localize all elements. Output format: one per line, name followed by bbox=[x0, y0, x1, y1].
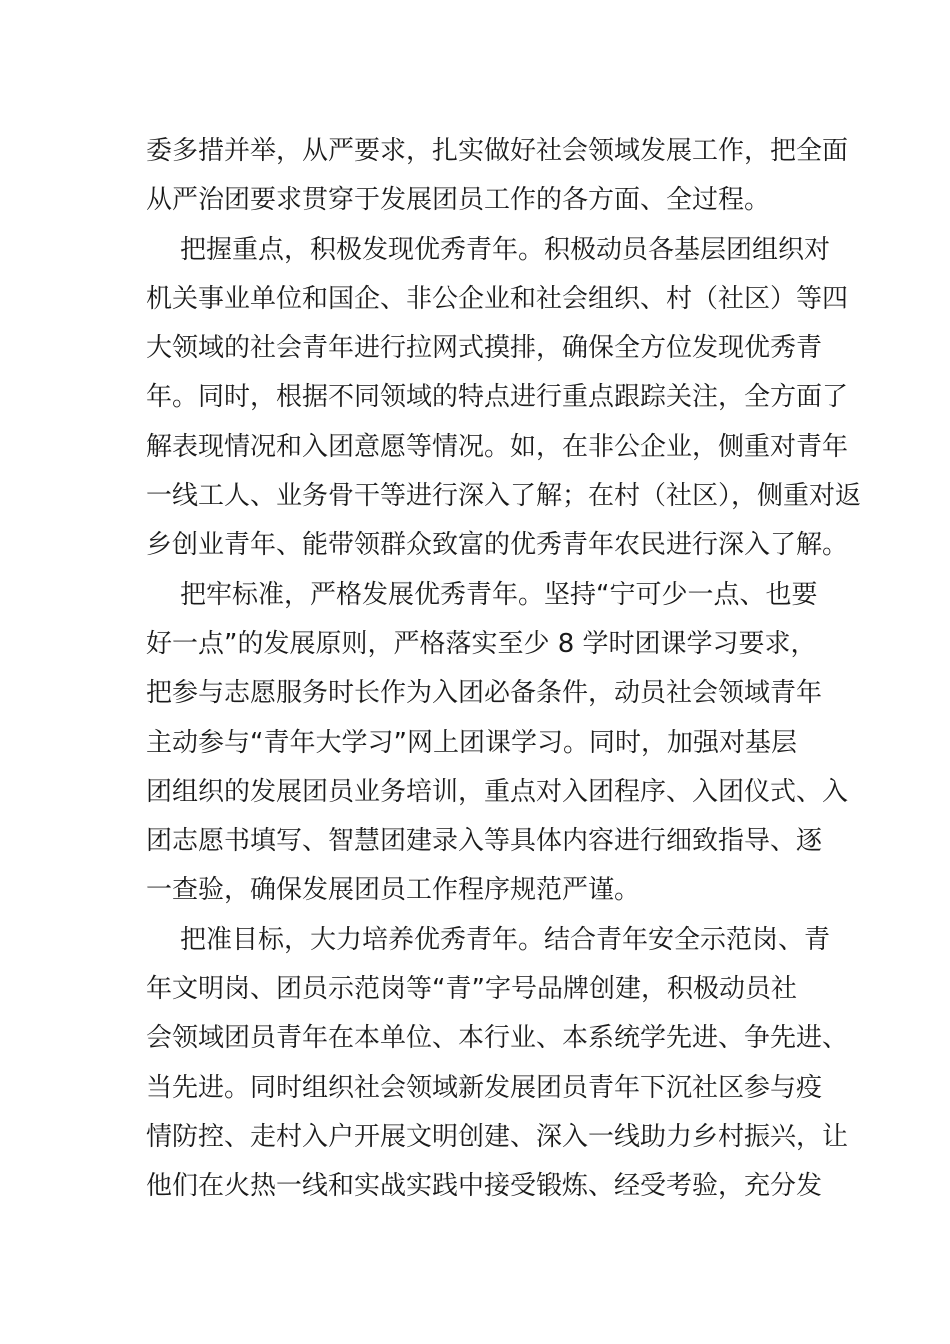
text-line: 把参与志愿服务时长作为入团必备条件，动员社会领域青年 bbox=[146, 678, 823, 709]
text-line: 好一点”的发展原则，严格落实至少 8 学时团课学习要求， bbox=[146, 628, 817, 659]
text-line: 一线工人、业务骨干等进行深入了解；在村（社区），侧重对返 bbox=[146, 481, 862, 512]
paragraph-start-line: 把准目标，大力培养优秀青年。结合青年安全示范岗、青 bbox=[180, 924, 831, 955]
text-line: 乡创业青年、能带领群众致富的优秀青年农民进行深入了解。 bbox=[146, 530, 849, 561]
text-line: 团志愿书填写、智慧团建录入等具体内容进行细致指导、逐 bbox=[146, 826, 823, 857]
text-line: 情防控、走村入户开展文明创建、深入一线助力乡村振兴，让 bbox=[146, 1121, 849, 1152]
text-line: 他们在火热一线和实战实践中接受锻炼、经受考验，充分发 bbox=[146, 1171, 823, 1202]
text-line: 主动参与“青年大学习”网上团课学习。同时，加强对基层 bbox=[146, 727, 797, 758]
text-line: 委多措并举，从严要求，扎实做好社会领域发展工作，把全面 bbox=[146, 136, 849, 166]
text-line: 大领域的社会青年进行拉网式摸排，确保全方位发现优秀青 bbox=[146, 333, 823, 364]
text-line: 年。同时，根据不同领域的特点进行重点跟踪关注，全方面了 bbox=[146, 382, 849, 413]
text-line: 一查验，确保发展团员工作程序规范严谨。 bbox=[146, 875, 641, 906]
paragraph-start-line: 把牢标准，严格发展优秀青年。坚持“宁可少一点、也要 bbox=[180, 579, 818, 610]
body-text bbox=[146, 127, 862, 1212]
text-line: 会领域团员青年在本单位、本行业、本系统学先进、争先进、 bbox=[146, 1023, 849, 1054]
text-line: 团组织的发展团员业务培训，重点对入团程序、入团仪式、入 bbox=[146, 776, 849, 807]
text-line: 当先进。同时组织社会领域新发展团员青年下沉社区参与疫 bbox=[146, 1072, 823, 1103]
text-line: 机关事业单位和国企、非公企业和社会组织、村（社区）等四 bbox=[146, 283, 849, 314]
text-line: 年文明岗、团员示范岗等“青”字号品牌创建，积极动员社 bbox=[146, 974, 797, 1005]
paragraph-start-line: 把握重点，积极发现优秀青年。积极动员各基层团组织对 bbox=[180, 234, 831, 265]
text-line: 解表现情况和入团意愿等情况。如，在非公企业，侧重对青年 bbox=[146, 431, 849, 462]
text-line: 从严治团要求贯穿于发展团员工作的各方面、全过程。 bbox=[146, 185, 771, 216]
